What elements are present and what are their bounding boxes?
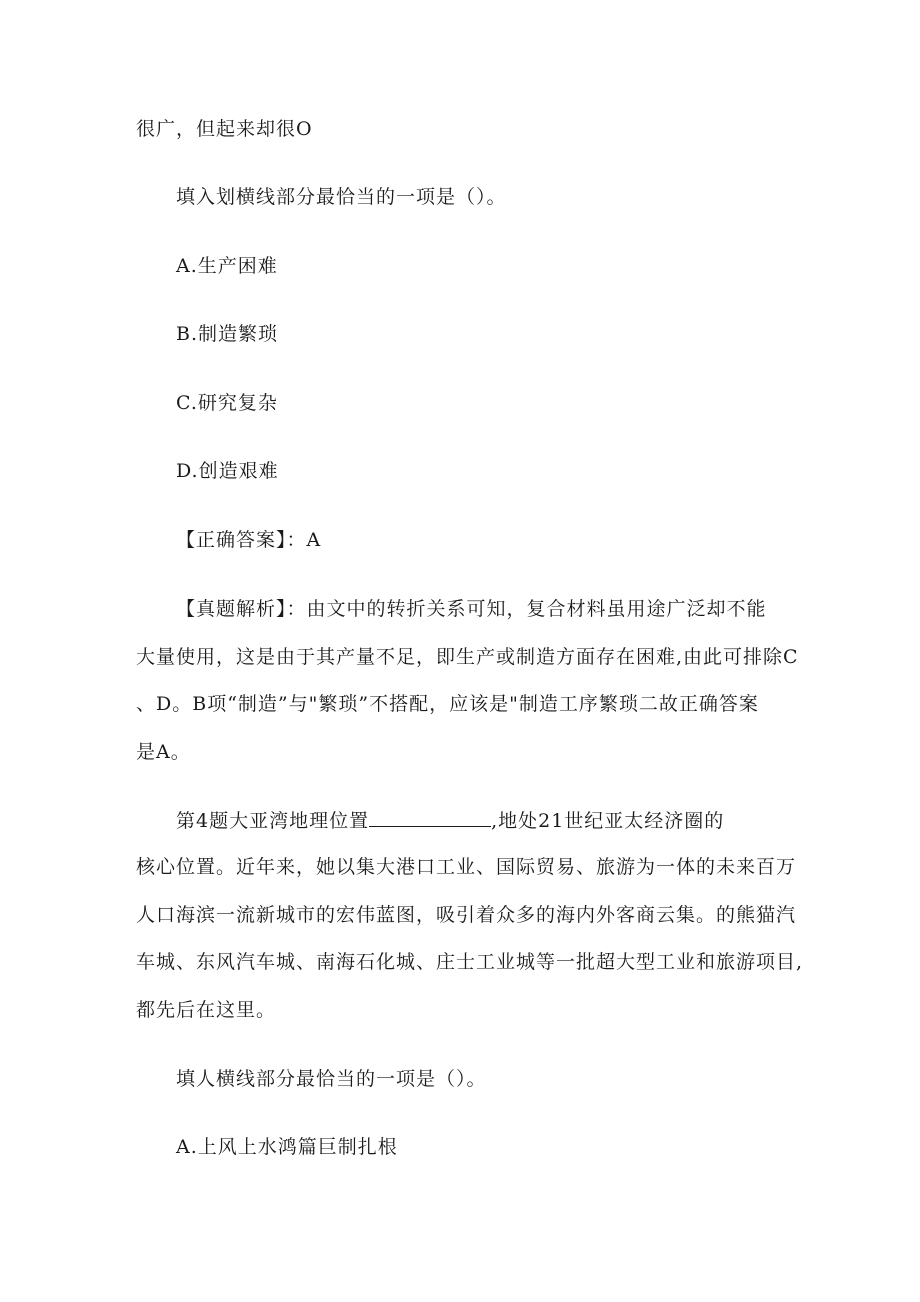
q4-stem-line-4: 车城、东风汽车城、南海石化城、庄士工业城等一批超大型工业和旅游项目, <box>136 951 804 973</box>
q3-option-c: C.研究复杂 <box>176 392 278 414</box>
q4-stem-line-1 <box>176 808 724 833</box>
q4-instruction: 填人横线部分最恰当的一项是（）。 <box>176 1068 487 1090</box>
q3-analysis-line-2: 大量使用，这是由于其产量不足，即生产或制造方面存在困难,由此可排除C <box>136 646 799 668</box>
q3-option-a: A.生产困难 <box>176 255 278 277</box>
q4-stem-before-blank: 第4题大亚湾地理位置 <box>176 810 370 832</box>
q4-stem-line-5: 都先后在这里。 <box>136 999 277 1021</box>
q3-tail-text: 很广，但起来却很O <box>136 118 313 140</box>
q3-analysis-line-3: 、D。B项“制造”与"繁琐”不搭配，应该是"制造工序繁琐二故正确答案 <box>136 693 759 715</box>
q4-stem-line-2: 核心位置。近年来，她以集大港口工业、国际贸易、旅游为一体的未来百万 <box>136 856 797 878</box>
q4-answer-blank <box>369 808 491 827</box>
q3-option-d: D.创造艰难 <box>176 460 279 482</box>
q4-stem-line-3: 人口海滨一流新城市的宏伟蓝图，吸引着众多的海内外客商云集。的熊猫汽 <box>136 904 797 926</box>
q3-analysis-line-4: 是A。 <box>136 741 191 763</box>
q3-instruction: 填入划横线部分最恰当的一项是（）。 <box>176 186 507 208</box>
q3-analysis-line-1: 【真题解析】：由文中的转折关系可知，复合材料虽用途广泛却不能 <box>176 598 767 620</box>
q3-answer: 【正确答案】：A <box>176 529 322 551</box>
q4-option-a: A.上风上水鸿篇巨制扎根 <box>176 1136 398 1158</box>
q3-option-b: B.制造繁琐 <box>176 323 279 345</box>
q4-stem-after-blank: ,地处21世纪亚太经济圈的 <box>491 810 725 832</box>
